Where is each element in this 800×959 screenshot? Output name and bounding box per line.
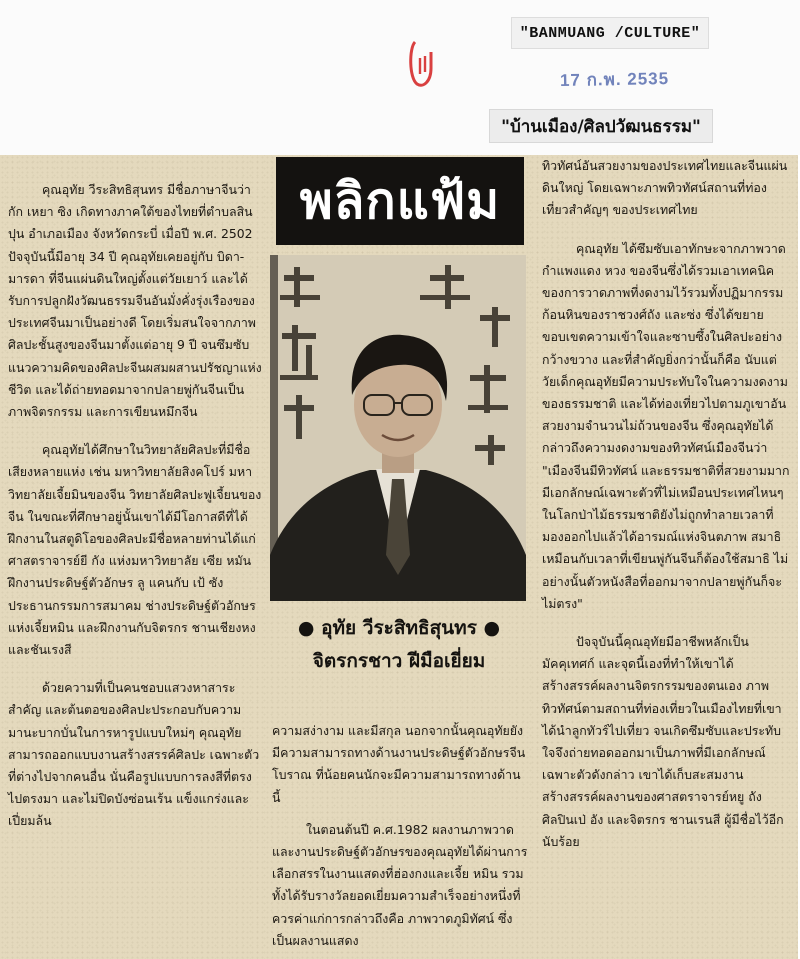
red-clip-mark-icon xyxy=(407,38,435,90)
headline-banner xyxy=(276,157,524,245)
source-tag-text: "BANMUANG /CULTURE" xyxy=(519,24,701,42)
portrait-image xyxy=(270,255,526,601)
paragraph: ปัจจุบันนี้คุณอุทัยมีอาชีพหลักเป็นมัคคุเทศก์ และจุดนี้เองที่ทำให้เขาได้สร้างสรรค์ผลงานจิตรกรรมของตนเอง ภาพทิวทัศน์ตามสถานที่ท่องเที่ยวในเมืองไทยที่เขาได้นำลูกทัวร์ไปเที่ยว จนเกิดซึมซับและประทับใจจึงถ่ายทอดออกมาเป็นภาพที่มีเอกลักษณ์เฉพาะตัวดังกล่าว เขาได้เก็บสะสมงานสร้างสรรค์ผลงานของศาสตราจารย์หยู ถัง ศิลปินเป่ อัง และจิตรกร ชานเรนสี ผู้มีชื่อไว้อีกนับร้อย xyxy=(542,634,784,849)
paragraph: คุณอุทัย วีระสิทธิสุนทร มีชื่อภาษาจีนว่า กัก เหยา ซิง เกิดทางภาคใต้ของไทยที่ตำบลสินปุน อำเภอเมือง จังหวัดกระบี่ เมื่อปี พ.ศ. 2502 ปัจจุบันนี้มีอายุ 34 ปี คุณอุทัยเคยอยู่กับ บิดา-มารดา ที่จีนแผ่นดินใหญ่ตั้งแต่วัยเยาว์ และได้รับการปลูกฝังวัฒนธรรมจีนอันมั่งคั่งรุ่งเรืองของประเทศจีนมาเป็นอย่างดี โดยเริ่มสนใจจากภาพศิลปะชั้นสูงของจีนมาตั้งแต่อายุ 9 ปี จนซึมซับแนวความคิดของศิลปะจีนผสมผสานปรัชญาแห่งชีวิต และได้ถ่ายทอดมาจากปลายพู่กันจีนเป็นภาพจิตรกรรม และการเขียนหมึกจีน xyxy=(8,182,262,420)
portrait-photo xyxy=(270,255,526,601)
paragraph: คุณอุทัย ได้ซึมซับเอาทักษะจากภาพวาดกำแพงแดง หวง ของจีนซึ่งได้รวมเอาเทคนิคของการวาดภาพที่งดงามไว้รวมทั้งปฏิมากรรมก้อนหินของราชวงศ์ถัง และซ่ง ซึ่งได้ขยายขอบเขตความเข้าใจและซาบซึ้งในศิลปะอย่างกว้างขวาง และที่สำคัญยิ่งกว่านั้นก็คือ นับแต่วัยเด็กคุณอุทัยมีความประทับใจในความงดงามของธรรมชาติ และได้ท่องเที่ยวไปตามภูเขาอันสวยงามจำนวนไม่ถ้วนของจีน ซึ่งคุณอุทัยได้กล่าวถึงความงดงามของทิวทัศน์เมืองจีนว่า "เมืองจีนมีทิวทัศน์ และธรรมชาติที่สวยงามมาก มีเอกลักษณ์เฉพาะตัวที่ไม่เหมือนประเทศไหนๆในโลกป่าไม้ธรรมชาติยังไม่ถูกทำลายเวลาที่มองออกไปแล้วได้อารมณ์แห่งจินตภาพ สมาธิ เหมือนกับเวลาที่เขียนพู่กันจีนก็ต้องใช้สมาธิ ไม่อย่างนั้นตัวหนังสือที่ออกมาจากปลายพู่กันก็จะไม่ตรง" xyxy=(542,240,790,611)
article-column-middle xyxy=(272,720,528,952)
paragraph: คุณอุทัยได้ศึกษาในวิทยาลัยศิลปะที่มีชื่อเสียงหลายแห่ง เช่น มหาวิทยาลัยสิงคโปร์ มหาวิทยาลัยเจี้ยมินของจีน วิทยาลัยศิลปะฟูเจี้ยนของจีน ในขณะที่ศึกษาอยู่นั้นเขาได้มีโอกาสดีที่ได้ฝึกงานในสตูดิโอของศิลปะมีชื่อหลายท่านได้แก่ศาสตราจารย์ยี กัง แห่งมหาวิทยาลัย เซีย หมัน ฝึกงานประดิษฐ์ตัวอักษร ลู แคนกับ เป้ ซัง ประธานกรรมการสมาคม ช่างประดิษฐ์ตัวอักษรแห่งเจี้ยหมิน และฝึกงานกับจิตรกร ชานเชียงหง และชันเรงสี xyxy=(8,442,262,658)
source-tag xyxy=(512,18,708,48)
paragraph: ด้วยความที่เป็นคนชอบแสวงหาสาระสำคัญ และต้นตอของศิลปะประกอบกับความมานะบากบั่นในการหารูปแบบใหม่ๆ คุณอุทัยสามารถออกแบบงานสร้างสรรค์ศิลปะ เฉพาะตัวที่ต่างไปจากคนอื่น นั่นคือรูปแบบการลงสีที่ตรงไปตรงมา และไม่ปิดบังซ่อนเร้น แข็งแกร่งและเปี่ยมล้น xyxy=(8,680,260,829)
headline-banner-text: พลิกแฟ้ม xyxy=(299,171,501,230)
paragraph: ความสง่างาม และมีสกุล นอกจากนั้นคุณอุทัยยังมีความสามารถทางด้านงานประดิษฐ์ตัวอักษรจีนโบราณ ที่น้อยคนนักจะมีความสามารถทางด้านนี้ xyxy=(272,723,526,805)
scan-header-area xyxy=(0,0,800,155)
date-stamp: 17 ก.พ. 2535 xyxy=(559,69,670,90)
paragraph: ทิวทัศน์อันสวยงามของประเทศไทยและจีนแผ่นดินใหญ่ โดยเฉพาะภาพทิวทัศน์สถานที่ท่องเที่ยวสำคัญๆ ของประเทศไทย xyxy=(542,158,788,218)
paragraph: ในตอนต้นปี ค.ศ.1982 ผลงานภาพวาดและงานประดิษฐ์ตัวอักษรของคุณอุทัยได้ผ่านการเลือกสรรในงานแสดงที่ฮ่องกงและเจี้ย หมิน รวมทั้งได้รับรางวัลยอดเยี่ยมความสำเร็จอย่างหนึ่งที่ควรค่าแก่การกล่าวถึงคือ ภาพวาดภูมิทัศน์ ซึ่งเป็นผลงานแสดง xyxy=(272,821,528,948)
section-label-text: "บ้านเมือง/ศิลปวัฒนธรรม" xyxy=(501,116,701,137)
article-column-left xyxy=(8,179,262,833)
article-column-right xyxy=(542,155,790,853)
photo-caption xyxy=(268,613,530,679)
section-label xyxy=(490,110,712,142)
caption-name: ● อุทัย วีระสิทธิสุนทร ● xyxy=(297,617,501,639)
caption-subtitle: จิตรกรชาว ฝีมือเยี่ยม xyxy=(312,650,486,672)
newspaper-clipping xyxy=(0,155,798,959)
